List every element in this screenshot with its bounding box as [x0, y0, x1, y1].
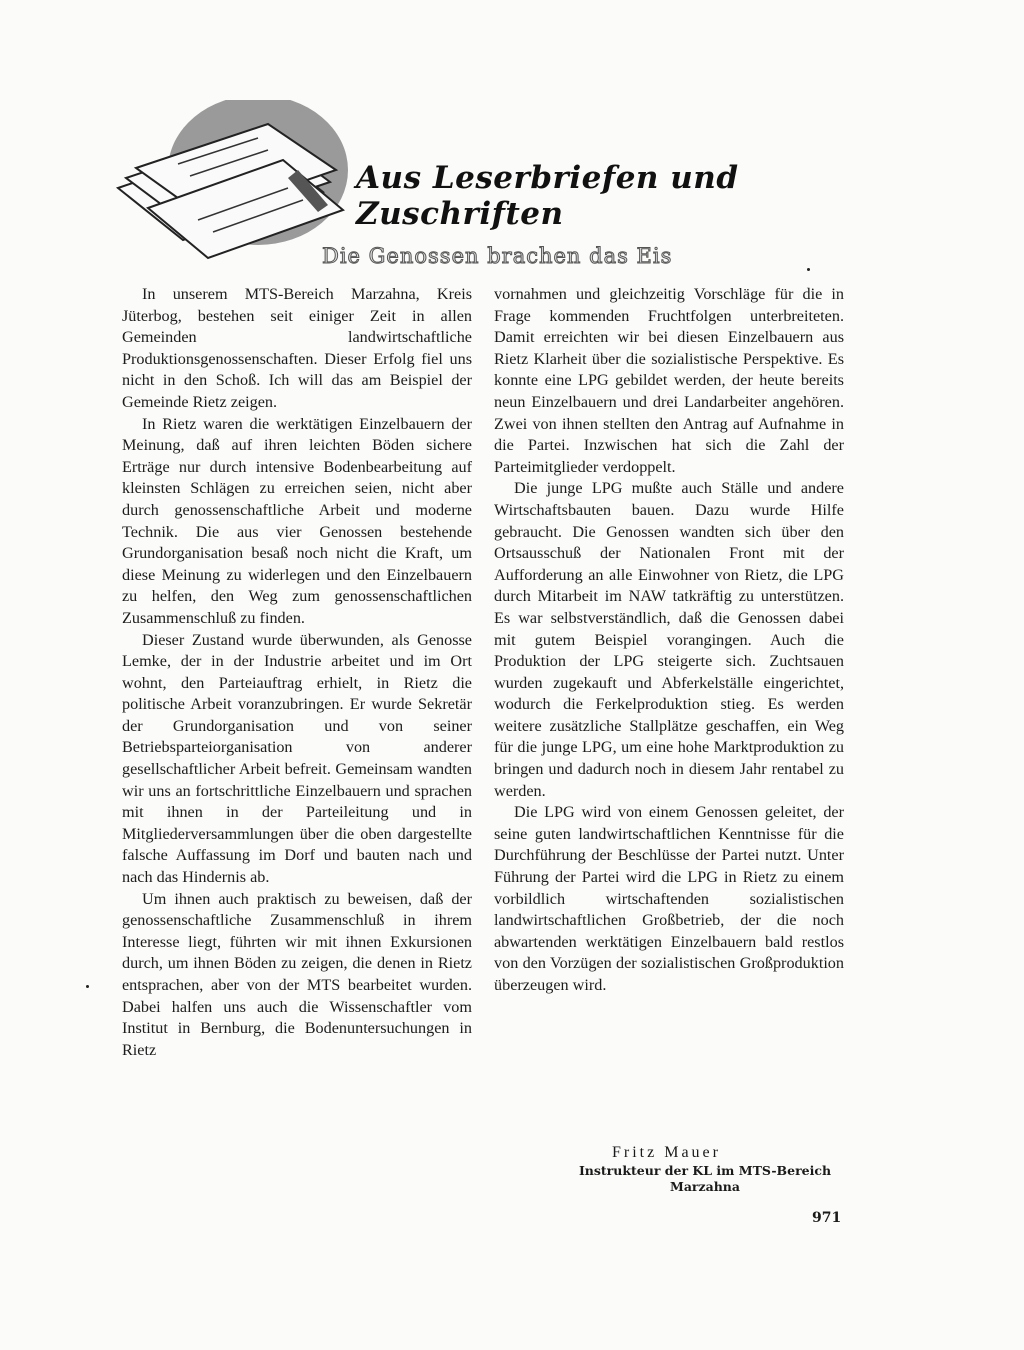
paragraph: Um ihnen auch praktisch zu beweisen, daß der genossenschaftliche Zusammenschluß in ihrem Interesse liegt, führten wir mit ihnen Exkursionen durch, um ihnen Böden zu zeigen, die denen in Rietz entsprachen, aber von der MTS bearbeitet wurden. Dabei halfen uns auch die Wissenschaftler vom Institut in Bernburg, die Bodenuntersuchungen in Rietz [122, 889, 472, 1059]
paragraph: Die LPG wird von einem Genossen geleitet, der seine guten landwirtschaftlichen Kenntnisse für die Durchführung der Beschlüsse der Partei nutzt. Unter Führung der Partei wird die LPG in Rietz zu einem vorbildlich wirtschaftenden sozialistischen landwirtschaftlichen Großbetrieb, der die noch abwartenden werktätigen Einzelbauern bald restlos von den Vorzügen der sozialistischen Großproduktion überzeugen wird. [494, 803, 844, 994]
signature-role-line: Marzahna [670, 1179, 740, 1194]
paragraph: Dieser Zustand wurde überwunden, als Genosse Lemke, der in der Industrie arbeitet und im Ort wohnt, den Parteiauftrag erhielt, in Rietz die politische Arbeit voranzubringen. Er wurde Sekretär der Grundorganisation und von seiner Betriebsparteiorganisation von anderer gesellschaftlicher Arbeit befreit. Gemeinsam wandten wir uns an fortschrittliche Einzelbauern und sprachen mit ihnen in der Parteileitung und in Mitgliederversammlungen über die oben dargestellte falsche Auffassung im Dorf und bauten nach und nach das Hindernis ab. [122, 630, 472, 887]
section-title: Aus Leserbriefen und Zuschriften [356, 160, 739, 232]
signature-role [560, 1163, 850, 1195]
print-speck [807, 268, 810, 271]
print-speck [86, 985, 89, 988]
paragraph-continued: vornahmen und gleichzeitig Vorschläge für die in Frage kommenden Fruchtfolgen unterbreiteten. Damit erreichten wir bei diesen Einzelbauern aus Rietz Klarheit über die sozialistische Perspektive. Es konnte eine LPG gebildet werden, der heute bereits neun Einzelbauern und drei Landarbeiter angehören. Zwei von ihnen stellten den Antrag auf Aufnahme in die Partei. Inzwischen hat sich die Zahl der Parteimitglieder verdoppelt. [494, 285, 844, 476]
paragraph: In unserem MTS-Bereich Marzahna, Kreis Jüterbog, bestehen seit einiger Zeit in allen Gemeinden landwirtschaftliche Produktionsgenossenschaften. Dieser Erfolg fiel uns nicht in den Schoß. Ich will das am Beispiel der Gemeinde Rietz zeigen. [122, 285, 472, 411]
text-column-left [122, 284, 472, 1061]
paragraph: In Rietz waren die werktätigen Einzelbauern der Meinung, daß auf ihren leichten Böden sichere Erträge nur durch intensive Bodenbearbeitung auf kleinsten Schlägen zu erreichen seien, nicht aber durch genossenschaftliche Arbeit und moderne Technik. Die aus vier Genossen bestehende Grundorganisation besaß noch nicht die Kraft, um diese Meinung zu widerlegen und den Einzelbauern zu helfen, den Weg zum genossenschaftlichen Zusammenschluß zu finden. [122, 414, 472, 627]
text-column-right [494, 284, 844, 997]
paragraph: Die junge LPG mußte auch Ställe und andere Wirtschaftsbauten bauen. Dazu wurde Hilfe gebraucht. Die Genossen wandten sich über den Ortsausschuß der Nationalen Front mit der Aufforderung an alle Einwohner von Rietz, die LPG durch Mitarbeit im NAW tatkräftig zu unterstützen. Es war selbstverständlich, daß die Genossen dabei mit gutem Beispiel vorangingen. Auch die Produktion der LPG steigerte sich. Zuchtsauen wurden zugekauft und Abferkelställe eingerichtet, wodurch die Ferkelproduktion stieg. Es werden weitere zusätzliche Stallplätze geschaffen, ein Weg für die junge LPG, um eine hohe Marktproduktion zu bringen und dadurch noch in diesem Jahr rentabel zu werden. [494, 479, 844, 800]
page-number: 971 [812, 1210, 842, 1226]
article-title: Die Genossen brachen das Eis [322, 244, 673, 268]
signature-name: Fritz Mauer [612, 1144, 721, 1161]
signature-role-line: Instrukteur der KL im MTS-Bereich [578, 1163, 832, 1178]
stack-of-letters-illustration [108, 100, 358, 260]
